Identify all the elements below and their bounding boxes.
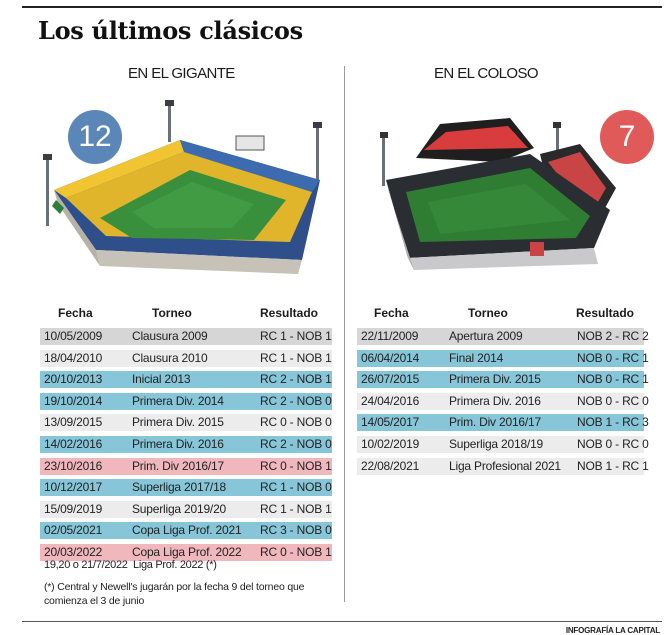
table-row — [357, 328, 649, 345]
cell-torneo: Prim. Div 2016/17 — [449, 415, 541, 430]
cell-torneo: Apertura 2009 — [449, 329, 523, 343]
cell-resultado: NOB 1 - RC 3 — [577, 415, 649, 430]
cell-fecha: 20/03/2022 — [44, 545, 103, 559]
table-row — [40, 393, 332, 410]
table-row — [40, 350, 332, 367]
cell-torneo: Primera Div. 2015 — [449, 372, 541, 387]
bottom-rule — [22, 621, 662, 622]
section-title-gigante: EN EL GIGANTE — [128, 65, 235, 82]
col-header-fecha: Fecha — [58, 306, 93, 320]
col-header-torneo: Torneo — [152, 306, 192, 320]
table-row — [40, 414, 332, 431]
cell-torneo: Primera Div. 2016 — [132, 437, 224, 451]
cell-fecha: 22/11/2009 — [361, 329, 419, 343]
cell-resultado: RC 2 - NOB 1 — [260, 372, 332, 387]
table-row — [357, 436, 649, 453]
table-row — [40, 436, 332, 453]
cell-resultado: RC 0 - NOB 1 — [260, 545, 332, 559]
cell-torneo: Inicial 2013 — [132, 372, 191, 387]
cell-resultado: NOB 2 - RC 2 — [577, 329, 649, 343]
cell-torneo: Final 2014 — [449, 350, 504, 365]
table-row — [357, 414, 649, 431]
cell-fecha: 18/04/2010 — [44, 350, 103, 365]
cell-fecha: 14/02/2016 — [44, 437, 103, 451]
cell-torneo: Copa Liga Prof. 2022 — [132, 545, 242, 559]
cell-torneo: Primera Div. 2014 — [132, 393, 224, 408]
top-rule — [22, 6, 662, 8]
cell-fecha: 14/05/2017 — [361, 415, 420, 430]
table-row — [40, 328, 332, 345]
cell-resultado: RC 1 - NOB 0 — [260, 480, 332, 495]
cell-fecha: 02/05/2021 — [44, 523, 103, 538]
stadium-coloso-image — [380, 118, 630, 274]
col-header-resultado-right: Resultado — [576, 306, 635, 320]
cell-resultado: NOB 0 - RC 1 — [577, 372, 649, 387]
footnote: (*) Central y Newell's jugarán por la fecha 9 del torneo que comienza el 3 de junio — [44, 581, 305, 607]
cell-resultado: NOB 1 - RC 1 — [577, 458, 649, 473]
cell-resultado: RC 1 - NOB 1 — [260, 501, 332, 516]
table-row — [357, 393, 649, 410]
cell-fecha: 23/10/2016 — [44, 458, 103, 473]
cell-fecha: 10/12/2017 — [44, 480, 103, 495]
table-row — [40, 501, 332, 518]
table-row — [40, 371, 332, 388]
page-title: Los últimos clásicos — [38, 16, 303, 45]
cell-fecha: 15/09/2019 — [44, 501, 103, 516]
cell-fecha: 10/05/2009 — [44, 329, 103, 343]
count-badge-gigante: 12 — [68, 110, 122, 164]
cell-resultado: RC 3 - NOB 0 — [260, 523, 332, 538]
table-row — [40, 479, 332, 496]
table-row — [357, 350, 649, 367]
stadium-gigante-image — [40, 100, 332, 278]
col-header-resultado: Resultado — [260, 306, 319, 320]
cell-resultado: RC 1 - NOB 1 — [260, 329, 332, 343]
cell-resultado: NOB 0 - RC 1 — [577, 350, 649, 365]
table-row — [40, 458, 332, 475]
cell-resultado: RC 1 - NOB 1 — [260, 350, 332, 365]
upcoming-date: 19,20 o 21/7/2022 — [44, 559, 128, 571]
cell-fecha: 26/07/2015 — [361, 372, 420, 387]
cell-torneo: Prim. Div 2016/17 — [132, 458, 224, 473]
cell-fecha: 10/02/2019 — [361, 437, 420, 451]
cell-torneo: Superliga 2017/18 — [132, 480, 227, 495]
cell-fecha: 13/09/2015 — [44, 415, 103, 430]
table-row — [357, 371, 649, 388]
cell-torneo: Superliga 2019/20 — [132, 501, 227, 516]
table-row — [357, 458, 649, 475]
credit: INFOGRAFÍA LA CAPITAL — [565, 626, 660, 635]
cell-torneo: Superliga 2018/19 — [449, 437, 544, 451]
cell-torneo: Clausura 2010 — [132, 350, 208, 365]
cell-fecha: 22/08/2021 — [361, 458, 420, 473]
cell-torneo: Primera Div. 2015 — [132, 415, 224, 430]
cell-resultado: NOB 0 - RC 0 — [577, 393, 649, 408]
upcoming-tournament: Liga Prof. 2022 (*) — [133, 559, 217, 571]
upcoming-match-row — [44, 559, 217, 571]
cell-resultado: RC 2 - NOB 0 — [260, 437, 332, 451]
cell-fecha: 19/10/2014 — [44, 393, 103, 408]
column-divider — [344, 66, 345, 602]
cell-torneo: Copa Liga Prof. 2021 — [132, 523, 242, 538]
cell-torneo: Liga Profesional 2021 — [449, 458, 561, 473]
cell-resultado: RC 2 - NOB 0 — [260, 393, 332, 408]
cell-torneo: Primera Div. 2016 — [449, 393, 541, 408]
cell-fecha: 20/10/2013 — [44, 372, 103, 387]
cell-fecha: 24/04/2016 — [361, 393, 420, 408]
cell-fecha: 06/04/2014 — [361, 350, 420, 365]
cell-torneo: Clausura 2009 — [132, 329, 208, 343]
col-header-fecha-right: Fecha — [374, 306, 409, 320]
cell-resultado: NOB 0 - RC 0 — [577, 437, 649, 451]
count-badge-coloso: 7 — [600, 110, 654, 164]
table-row — [40, 522, 332, 539]
cell-resultado: RC 0 - NOB 1 — [260, 458, 332, 473]
cell-resultado: RC 0 - NOB 0 — [260, 415, 332, 430]
col-header-torneo-right: Torneo — [468, 306, 508, 320]
section-title-coloso: EN EL COLOSO — [434, 65, 538, 82]
